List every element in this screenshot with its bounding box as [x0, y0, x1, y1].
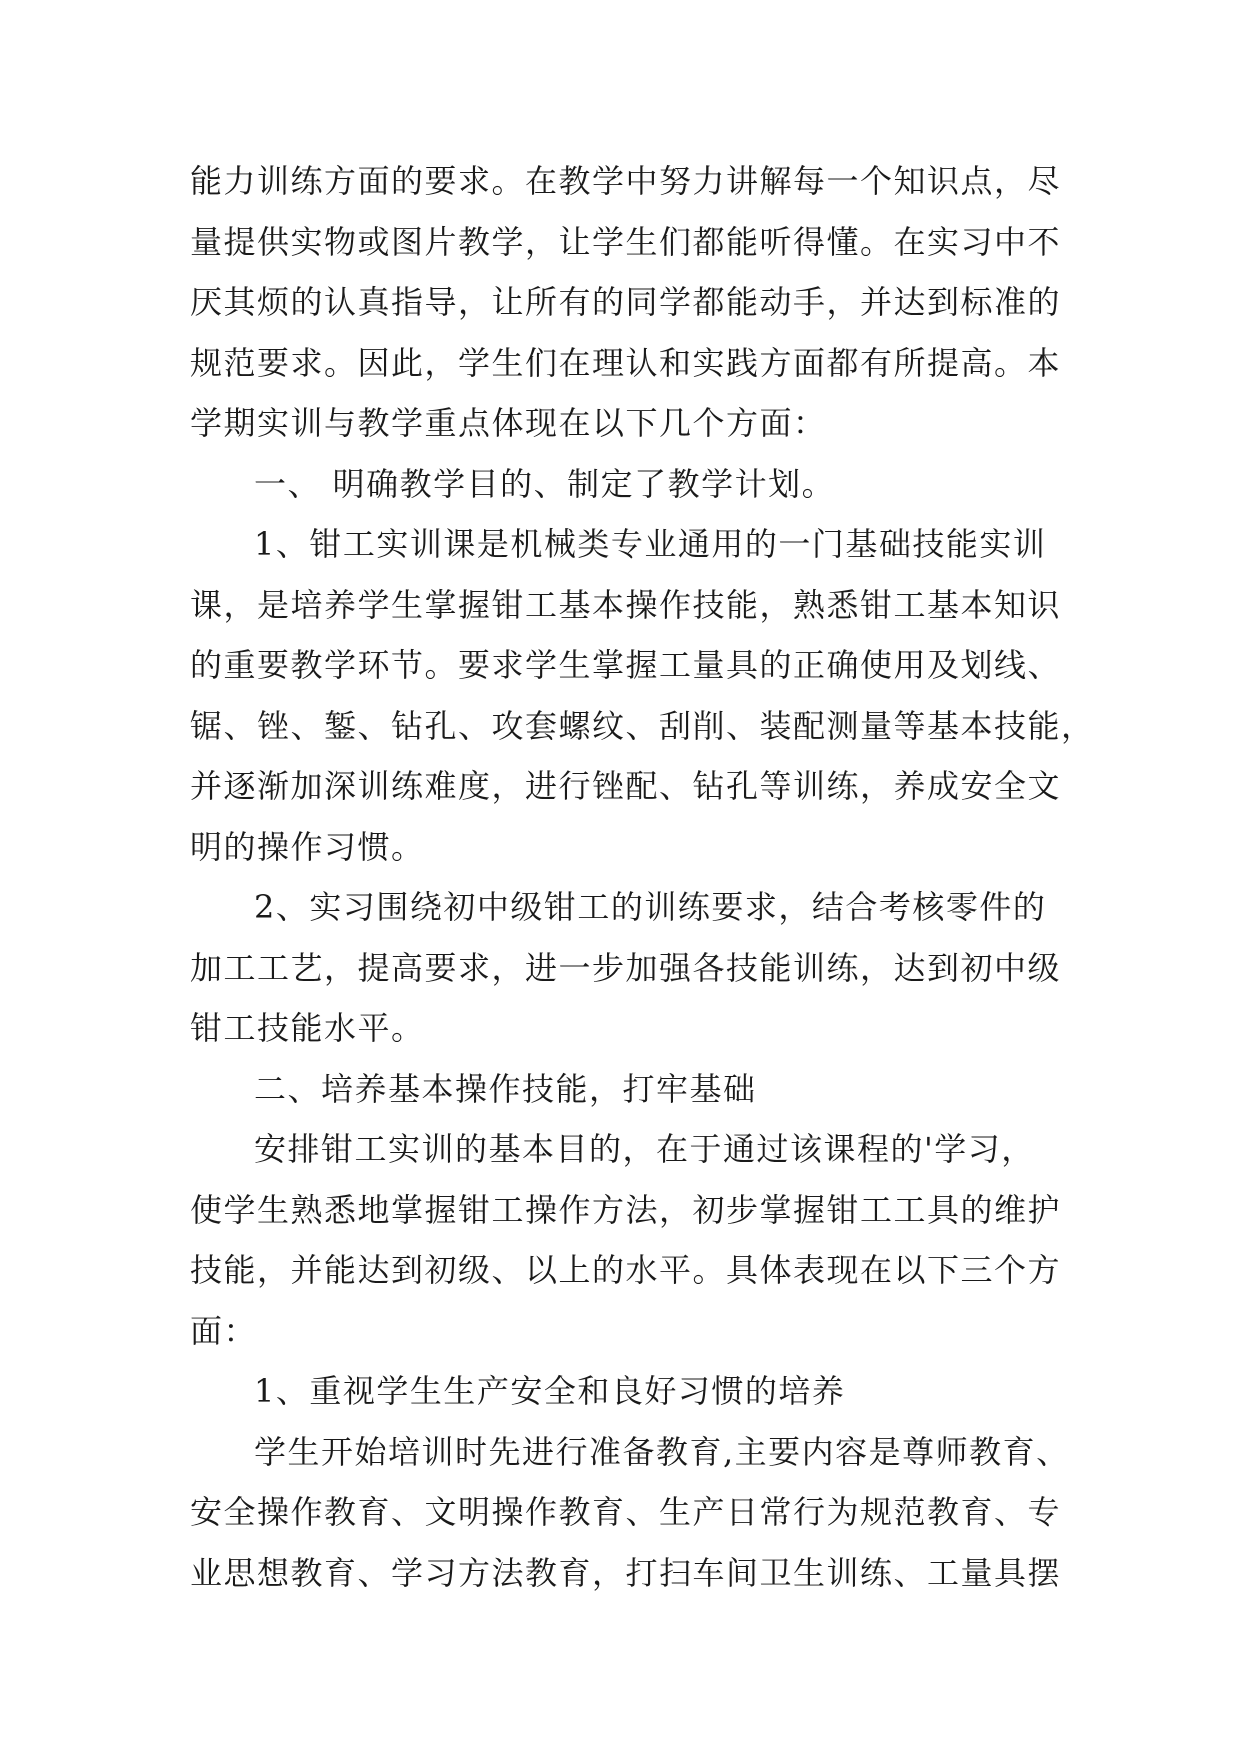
text-line: 明的操作习惯。: [190, 827, 425, 866]
document-body: [190, 151, 1095, 1603]
text-line: 技能，并能达到初级、以上的水平。具体表现在以下三个方: [190, 1251, 1062, 1289]
text-line: 规范要求。因此，学生们在理认和实践方面都有所提高。本: [190, 343, 1062, 382]
text-line: 使学生熟悉地掌握钳工操作方法，初步掌握钳工工具的维护: [190, 1190, 1062, 1229]
text-line: 并逐渐加深训练难度，进行锉配、钻孔等训练，养成安全文: [190, 767, 1062, 805]
text-line: 面：: [190, 1311, 258, 1350]
text-line: 钳工技能水平。: [190, 1009, 425, 1047]
paragraph-start: 学生开始培训时先进行准备教育,主要内容是尊师教育、: [254, 1432, 1070, 1471]
text-line: 量提供实物或图片教学，让学生们都能听得懂。在实习中不: [190, 222, 1062, 261]
subsection-heading: 1、重视学生生产安全和良好习惯的培养: [254, 1372, 846, 1410]
text-line: 厌其烦的认真指导，让所有的同学都能动手，并达到标准的: [190, 283, 1062, 321]
text-line: 业思想教育、学习方法教育，打扫车间卫生训练、工量具摆: [190, 1553, 1062, 1592]
text-line: 能力训练方面的要求。在教学中努力讲解每一个知识点，尽: [190, 162, 1062, 200]
paragraph-start: 安排钳工实训的基本目的，在于通过该课程的'学习，: [254, 1130, 1035, 1168]
text-line: 的重要教学环节。要求学生掌握工量具的正确使用及划线、: [190, 646, 1062, 684]
paragraph-start: 1、钳工实训课是机械类专业通用的一门基础技能实训: [254, 525, 1047, 563]
text-line: 锯、锉、錾、钻孔、攻套螺纹、刮削、装配测量等基本技能，: [190, 706, 1095, 745]
text-line: 学期实训与教学重点体现在以下几个方面：: [190, 404, 827, 442]
text-line: 安全操作教育、文明操作教育、生产日常行为规范教育、专: [190, 1493, 1062, 1531]
paragraph-start: 2、实习围绕初中级钳工的训练要求，结合考核零件的: [254, 888, 1047, 926]
section-heading: 一、 明确教学目的、制定了教学计划。: [254, 464, 836, 503]
text-line: 加工工艺，提高要求，进一步加强各技能训练，达到初中级: [190, 948, 1062, 987]
text-line: 课，是培养学生掌握钳工基本操作技能，熟悉钳工基本知识: [190, 585, 1062, 624]
section-heading: 二、培养基本操作技能，打牢基础: [254, 1069, 757, 1108]
